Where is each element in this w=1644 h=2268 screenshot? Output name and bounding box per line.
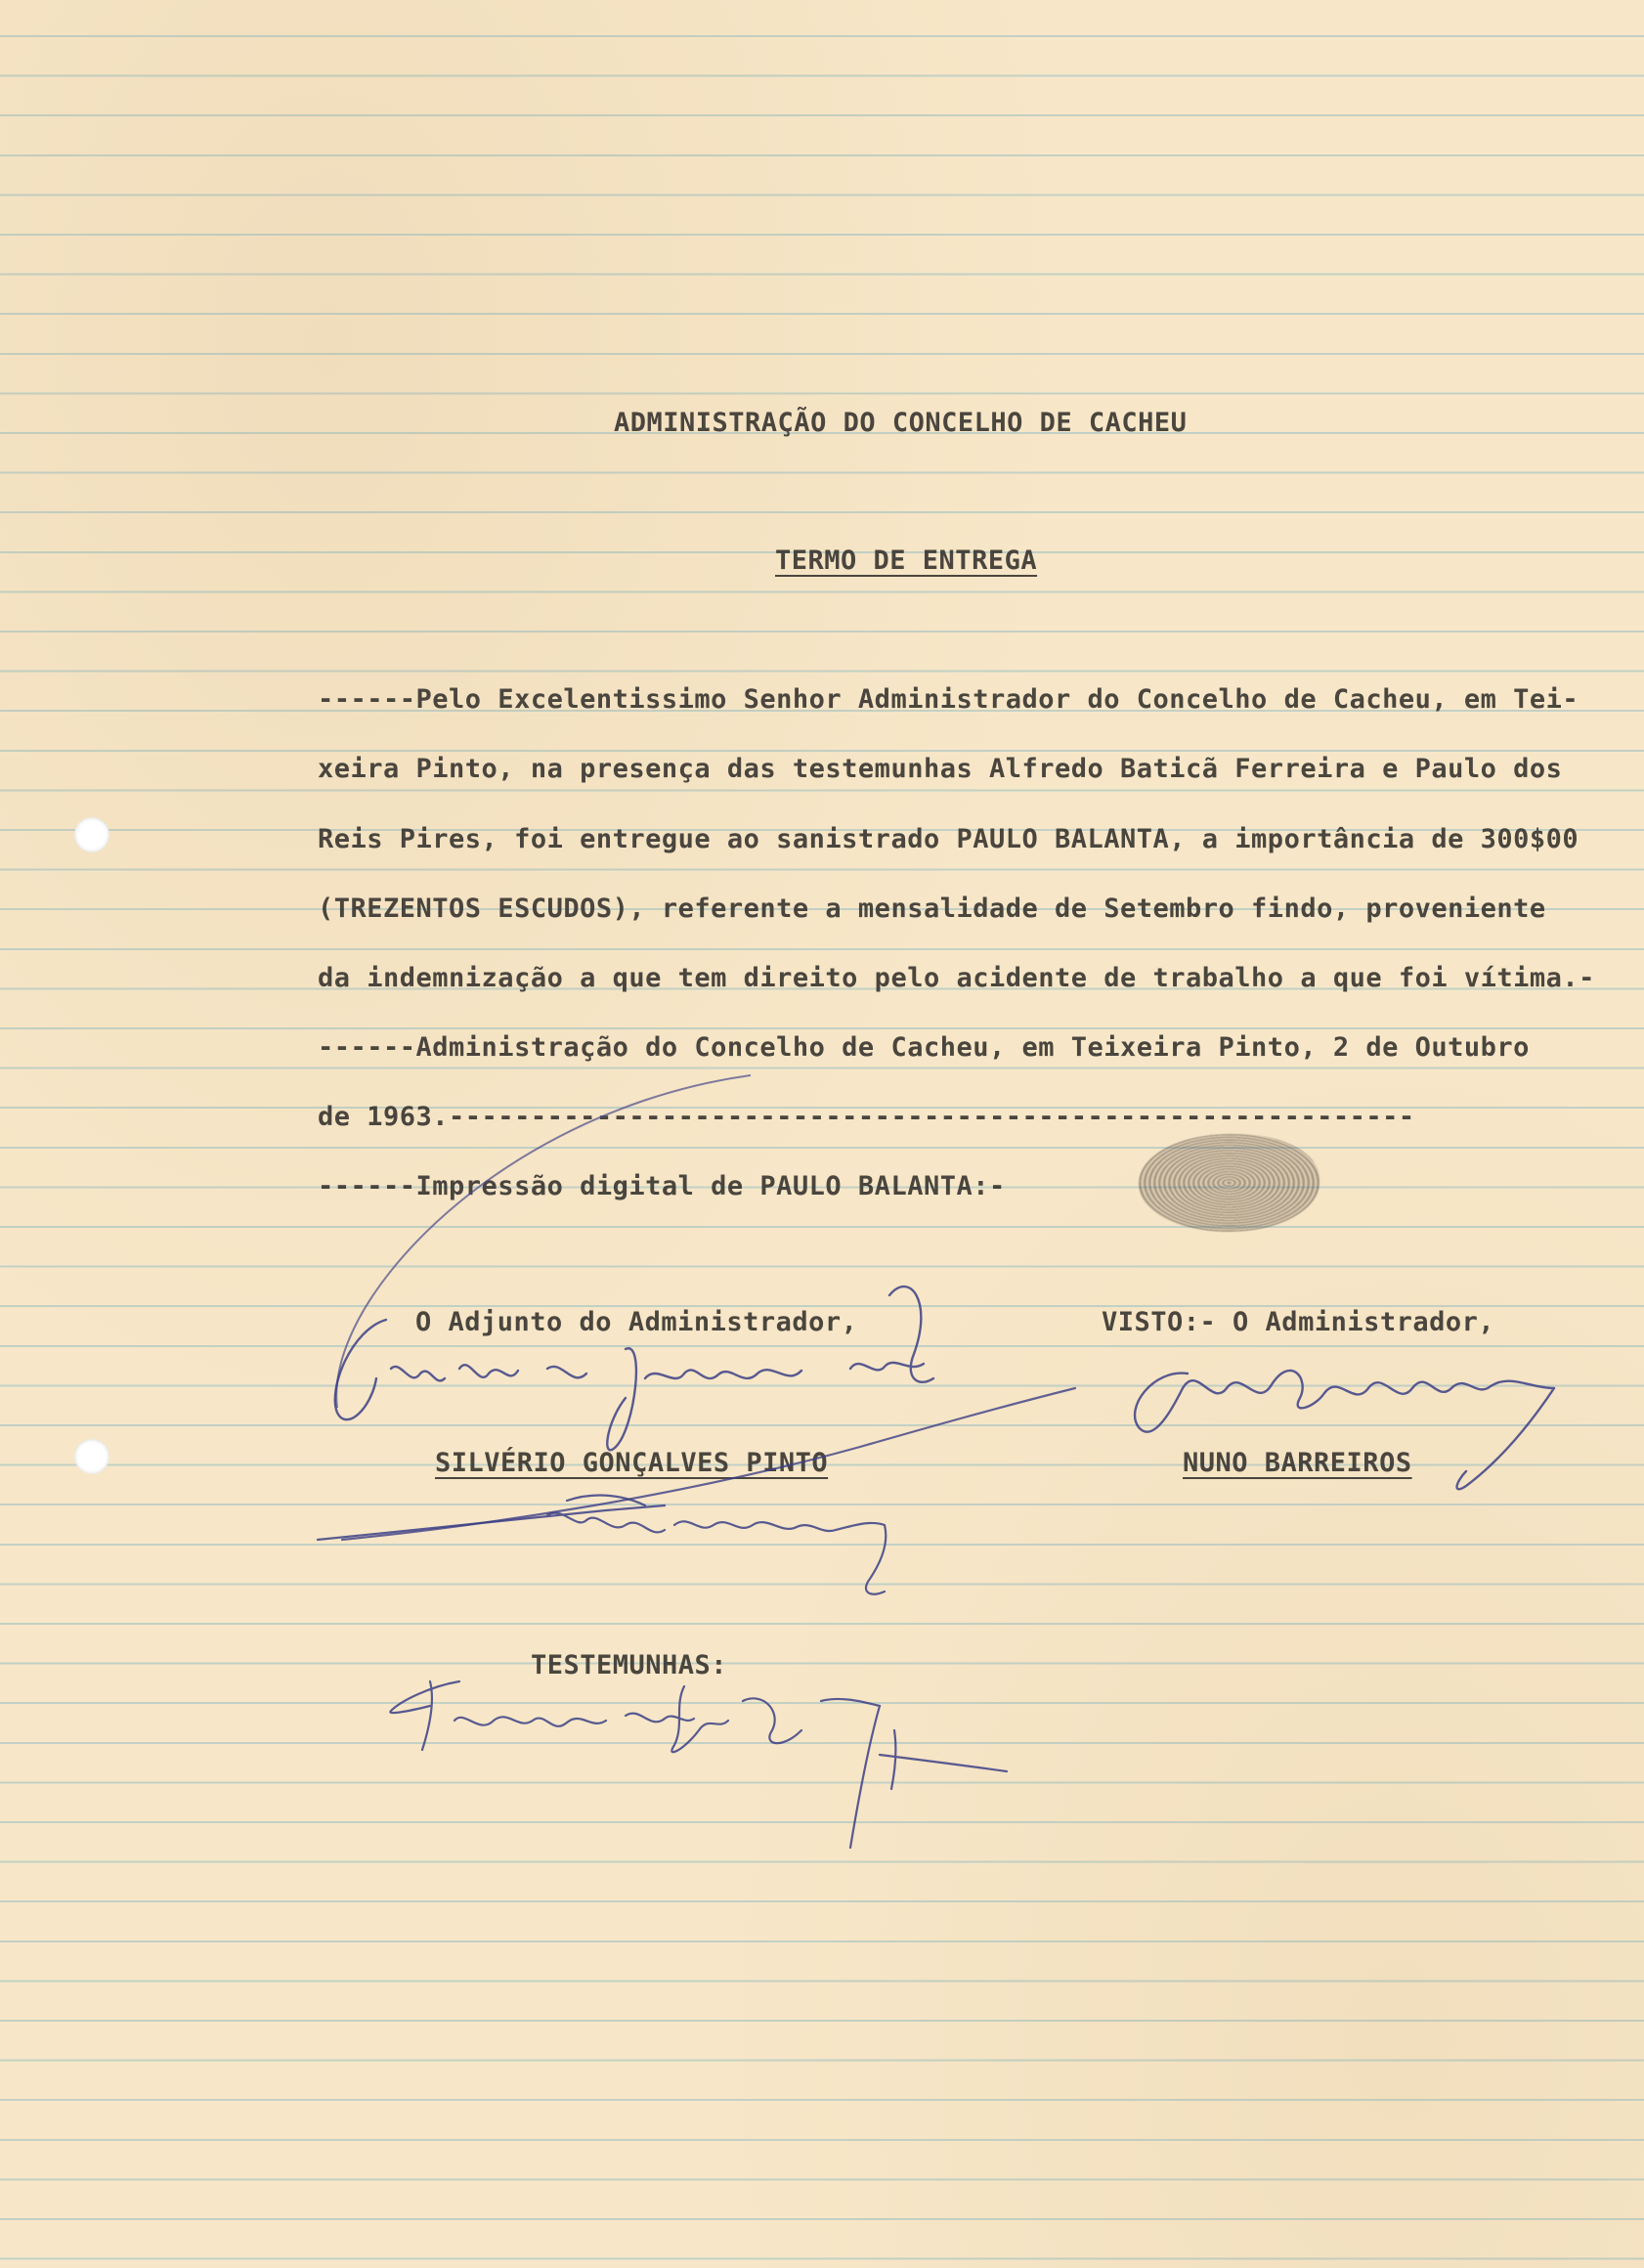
witnesses-label: TESTEMUNHAS:	[531, 1650, 728, 1680]
signature-paulo-dos-reis	[390, 1681, 1007, 1848]
body-line-5: da indemnização a que tem direito pelo acidente de trabalho a que foi vítima.-	[318, 963, 1595, 993]
body-line-6: ------Administração do Concelho de Cacheu, em Teixeira Pinto, 2 de Outubro	[318, 1032, 1530, 1063]
punch-hole-bottom	[74, 1439, 109, 1474]
document-subtitle: TERMO DE ENTREGA	[775, 545, 1038, 576]
body-line-8: ------Impressão digital de PAULO BALANTA:-	[318, 1171, 1006, 1201]
visto-title: VISTO:- O Administrador,	[1102, 1307, 1495, 1337]
visto-name: NUNO BARREIROS	[1183, 1448, 1412, 1478]
body-line-2: xeira Pinto, na presença das testemunhas Alfredo Baticã Ferreira e Paulo dos	[318, 754, 1563, 784]
body-line-4: (TREZENTOS ESCUDOS), referente a mensalidade de Setembro findo, proveniente	[318, 894, 1546, 924]
adjunto-name: SILVÉRIO GONÇALVES PINTO	[435, 1448, 829, 1478]
signature-ferreira	[318, 1496, 886, 1594]
adjunto-title: O Adjunto do Administrador,	[415, 1307, 858, 1337]
body-line-3: Reis Pires, foi entregue ao sanistrado PAULO BALANTA, a importância de 300$00	[318, 824, 1579, 854]
body-line-7: de 1963.-----------------------------------------------------------	[318, 1102, 1415, 1132]
punch-hole-top	[74, 817, 109, 852]
body-line-1: ------Pelo Excelentissimo Senhor Administrador do Concelho de Cacheu, em Tei-	[318, 684, 1579, 715]
fingerprint-impression	[1139, 1134, 1320, 1232]
document-title: ADMINISTRAÇÃO DO CONCELHO DE CACHEU	[614, 408, 1188, 438]
